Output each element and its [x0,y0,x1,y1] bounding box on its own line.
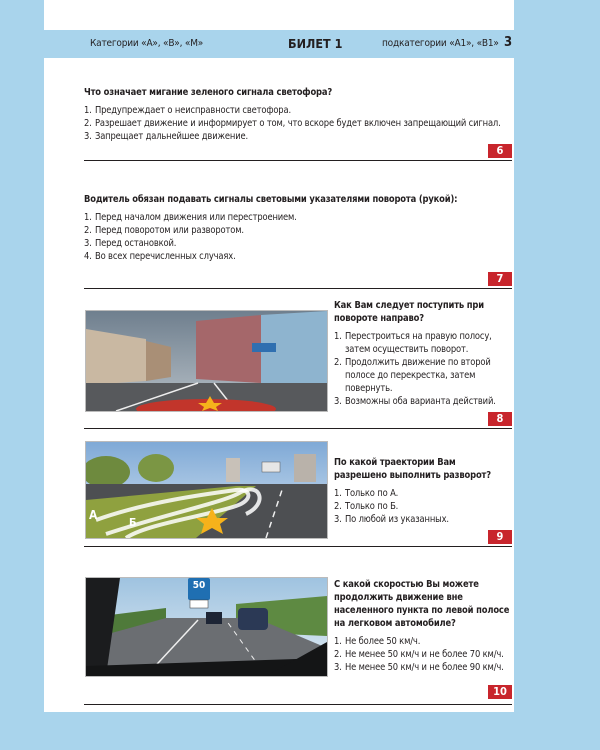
question-8-option-1[interactable]: 1. Перестроиться на правую полосу, затем осуществить поворот. [334,331,492,355]
divider [84,704,512,705]
question-6-option-3[interactable]: 3. Запрещает дальнейшее движение. [84,131,248,142]
question-8 [334,299,510,408]
question-8-number: 8 [488,412,512,426]
question-9-photo [85,441,328,539]
question-7-option-2[interactable]: 2. Перед поворотом или разворотом. [84,225,244,236]
question-10 [334,578,512,674]
question-7-title: Водитель обязан подавать сигналы световыми указателями поворота (рукой): [84,194,458,205]
trajectory-label-b: Б [129,516,137,529]
question-9-number: 9 [488,530,512,544]
divider [84,428,512,429]
question-9-option-1[interactable]: 1. Только по А. [334,488,399,499]
question-8-option-3[interactable]: 3. Возможны оба варианта действий. [334,396,496,407]
header-subcategories: подкатегории «А1», «В1» [382,38,499,49]
question-9-title: По какой траектории Вам разрешено выполнить разворот? [334,457,491,481]
divider [84,160,512,161]
question-10-option-1[interactable]: 1. Не более 50 км/ч. [334,636,421,647]
ticket-title: БИЛЕТ 1 [288,36,343,51]
question-10-option-3[interactable]: 3. Не менее 50 км/ч и не более 90 км/ч. [334,662,504,673]
trajectory-label-a: А [89,508,98,522]
question-10-option-2[interactable]: 2. Не менее 50 км/ч и не более 70 км/ч. [334,649,504,660]
question-10-photo [85,577,328,677]
divider [84,546,512,547]
question-9 [334,456,510,526]
question-10-title: С какой скоростью Вы можете продолжить движение вне населенного пункта по левой полосе на легковом автомобиле? [334,579,510,629]
speed-sign-value: 50 [192,580,206,591]
question-7-option-1[interactable]: 1. Перед началом движения или перестроением. [84,212,297,223]
question-6-title: Что означает мигание зеленого сигнала светофора? [84,87,333,98]
question-9-option-3[interactable]: 3. По любой из указанных. [334,514,449,525]
question-7-number: 7 [488,272,512,286]
divider [84,288,512,289]
question-7 [84,193,512,263]
question-6 [84,86,512,143]
page-number: 3 [504,35,513,50]
question-6-option-2[interactable]: 2. Разрешает движение и информирует о том, что вскоре будет включен запрещающий сигнал. [84,118,501,129]
header-categories: Категории «А», «В», «М» [90,38,204,49]
question-10-number: 10 [488,685,512,699]
question-6-number: 6 [488,144,512,158]
question-9-option-2[interactable]: 2. Только по Б. [334,501,399,512]
question-6-option-1[interactable]: 1. Предупреждает о неисправности светофора. [84,105,291,116]
question-8-option-2[interactable]: 2. Продолжить движение по второй полосе до перекрестка, затем повернуть. [334,357,491,394]
page-header [44,30,514,58]
question-7-option-3[interactable]: 3. Перед остановкой. [84,238,177,249]
question-7-option-4[interactable]: 4. Во всех перечисленных случаях. [84,251,236,262]
question-8-photo [85,310,328,412]
question-8-title: Как Вам следует поступить при повороте направо? [334,300,484,324]
